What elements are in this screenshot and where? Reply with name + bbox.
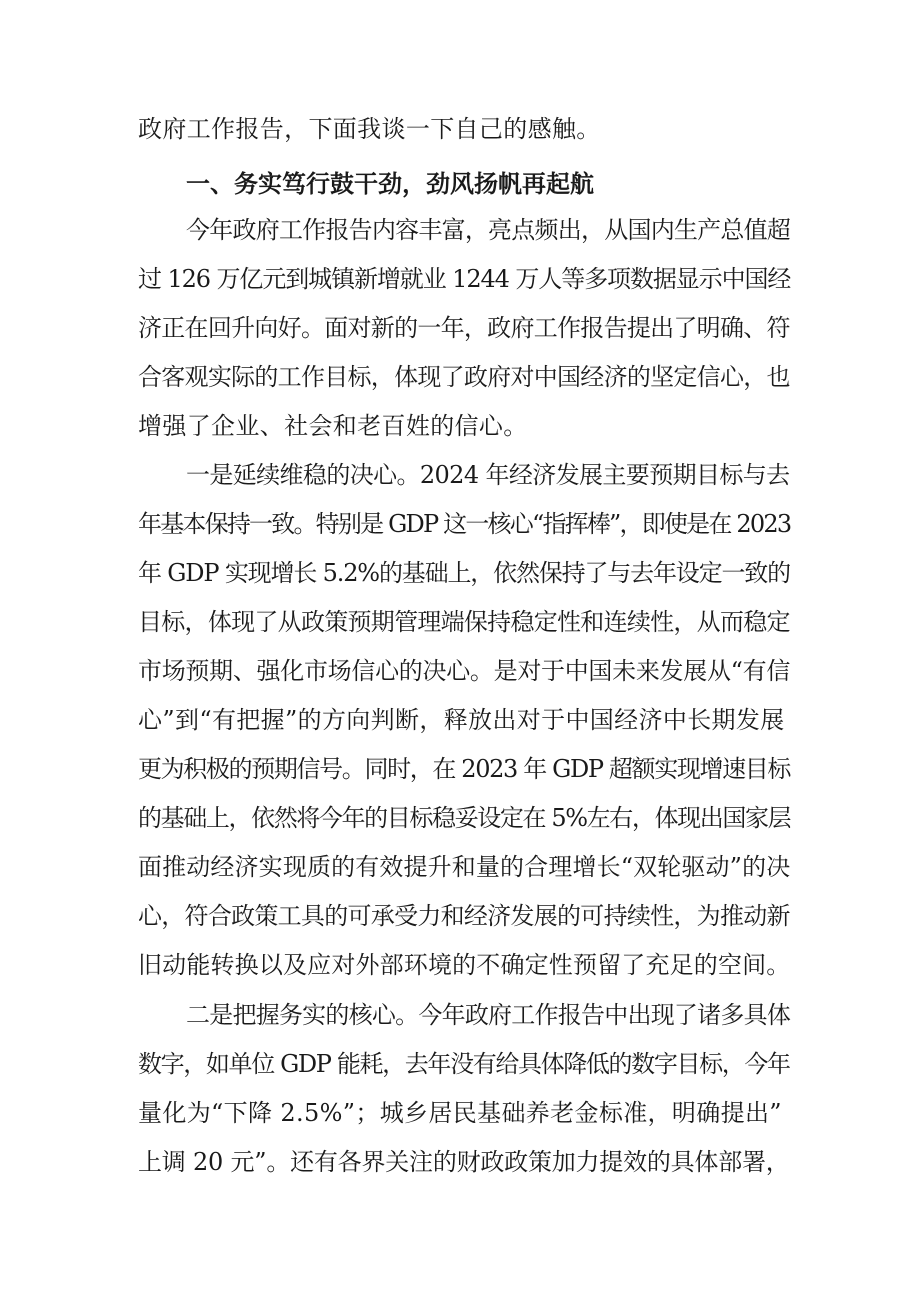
paragraph-2-line-7: 更为积极的预期信号。同时，在 2023 年 GDP 超额实现增速目标 xyxy=(138,755,791,783)
section-heading: 一、务实笃行鼓干劲，劲风扬帆再起航 xyxy=(186,170,594,198)
paragraph-3-line-4: 上调 20 元”。还有各界关注的财政政策加力提效的具体部署， xyxy=(138,1148,790,1176)
paragraph-1-line-4: 合客观实际的工作目标，体现了政府对中国经济的坚定信心，也 xyxy=(138,363,790,391)
paragraph-1-line-5: 增强了企业、社会和老百姓的信心。 xyxy=(138,412,528,440)
paragraph-2-line-6: 心”到“有把握”的方向判断，释放出对于中国经济中长期发展 xyxy=(138,706,785,734)
paragraph-2-line-1: 一是延续维稳的决心。2024 年经济发展主要预期目标与去 xyxy=(186,461,790,489)
paragraph-2-line-11: 旧动能转换以及应对外部环境的不确定性预留了充足的空间。 xyxy=(138,951,791,979)
paragraph-2-line-2: 年基本保持一致。特别是 GDP 这一核心“指挥棒”，即使是在 2023 xyxy=(138,510,791,538)
paragraph-2-line-8: 的基础上，依然将今年的目标稳妥设定在 5%左右，体现出国家层 xyxy=(138,804,791,832)
paragraph-intro-line-1: 政府工作报告，下面我谈一下自己的感触。 xyxy=(138,115,601,143)
paragraph-2-line-5: 市场预期、强化市场信心的决心。是对于中国未来发展从“有信 xyxy=(138,657,791,685)
paragraph-3-line-3: 量化为“下降 2.5%”；城乡居民基础养老金标准，明确提出” xyxy=(138,1099,782,1127)
paragraph-1-line-1: 今年政府工作报告内容丰富，亮点频出，从国内生产总值超 xyxy=(186,216,791,244)
paragraph-2-line-4: 目标，体现了从政策预期管理端保持稳定性和连续性，从而稳定 xyxy=(138,608,790,636)
paragraph-3-line-1: 二是把握务实的核心。今年政府工作报告中出现了诸多具体 xyxy=(186,1001,791,1029)
paragraph-2-line-3: 年 GDP 实现增长 5.2%的基础上，依然保持了与去年设定一致的 xyxy=(138,559,790,587)
paragraph-2-line-10: 心，符合政策工具的可承受力和经济发展的可持续性，为推动新 xyxy=(138,902,790,930)
paragraph-3-line-2: 数字，如单位 GDP 能耗，去年没有给具体降低的数字目标，今年 xyxy=(138,1050,790,1078)
paragraph-2-line-9: 面推动经济实现质的有效提升和量的合理增长“双轮驱动”的决 xyxy=(138,853,791,881)
paragraph-1-line-3: 济正在回升向好。面对新的一年，政府工作报告提出了明确、符 xyxy=(138,314,790,342)
paragraph-1-line-2: 过 126 万亿元到城镇新增就业 1244 万人等多项数据显示中国经 xyxy=(138,265,791,293)
